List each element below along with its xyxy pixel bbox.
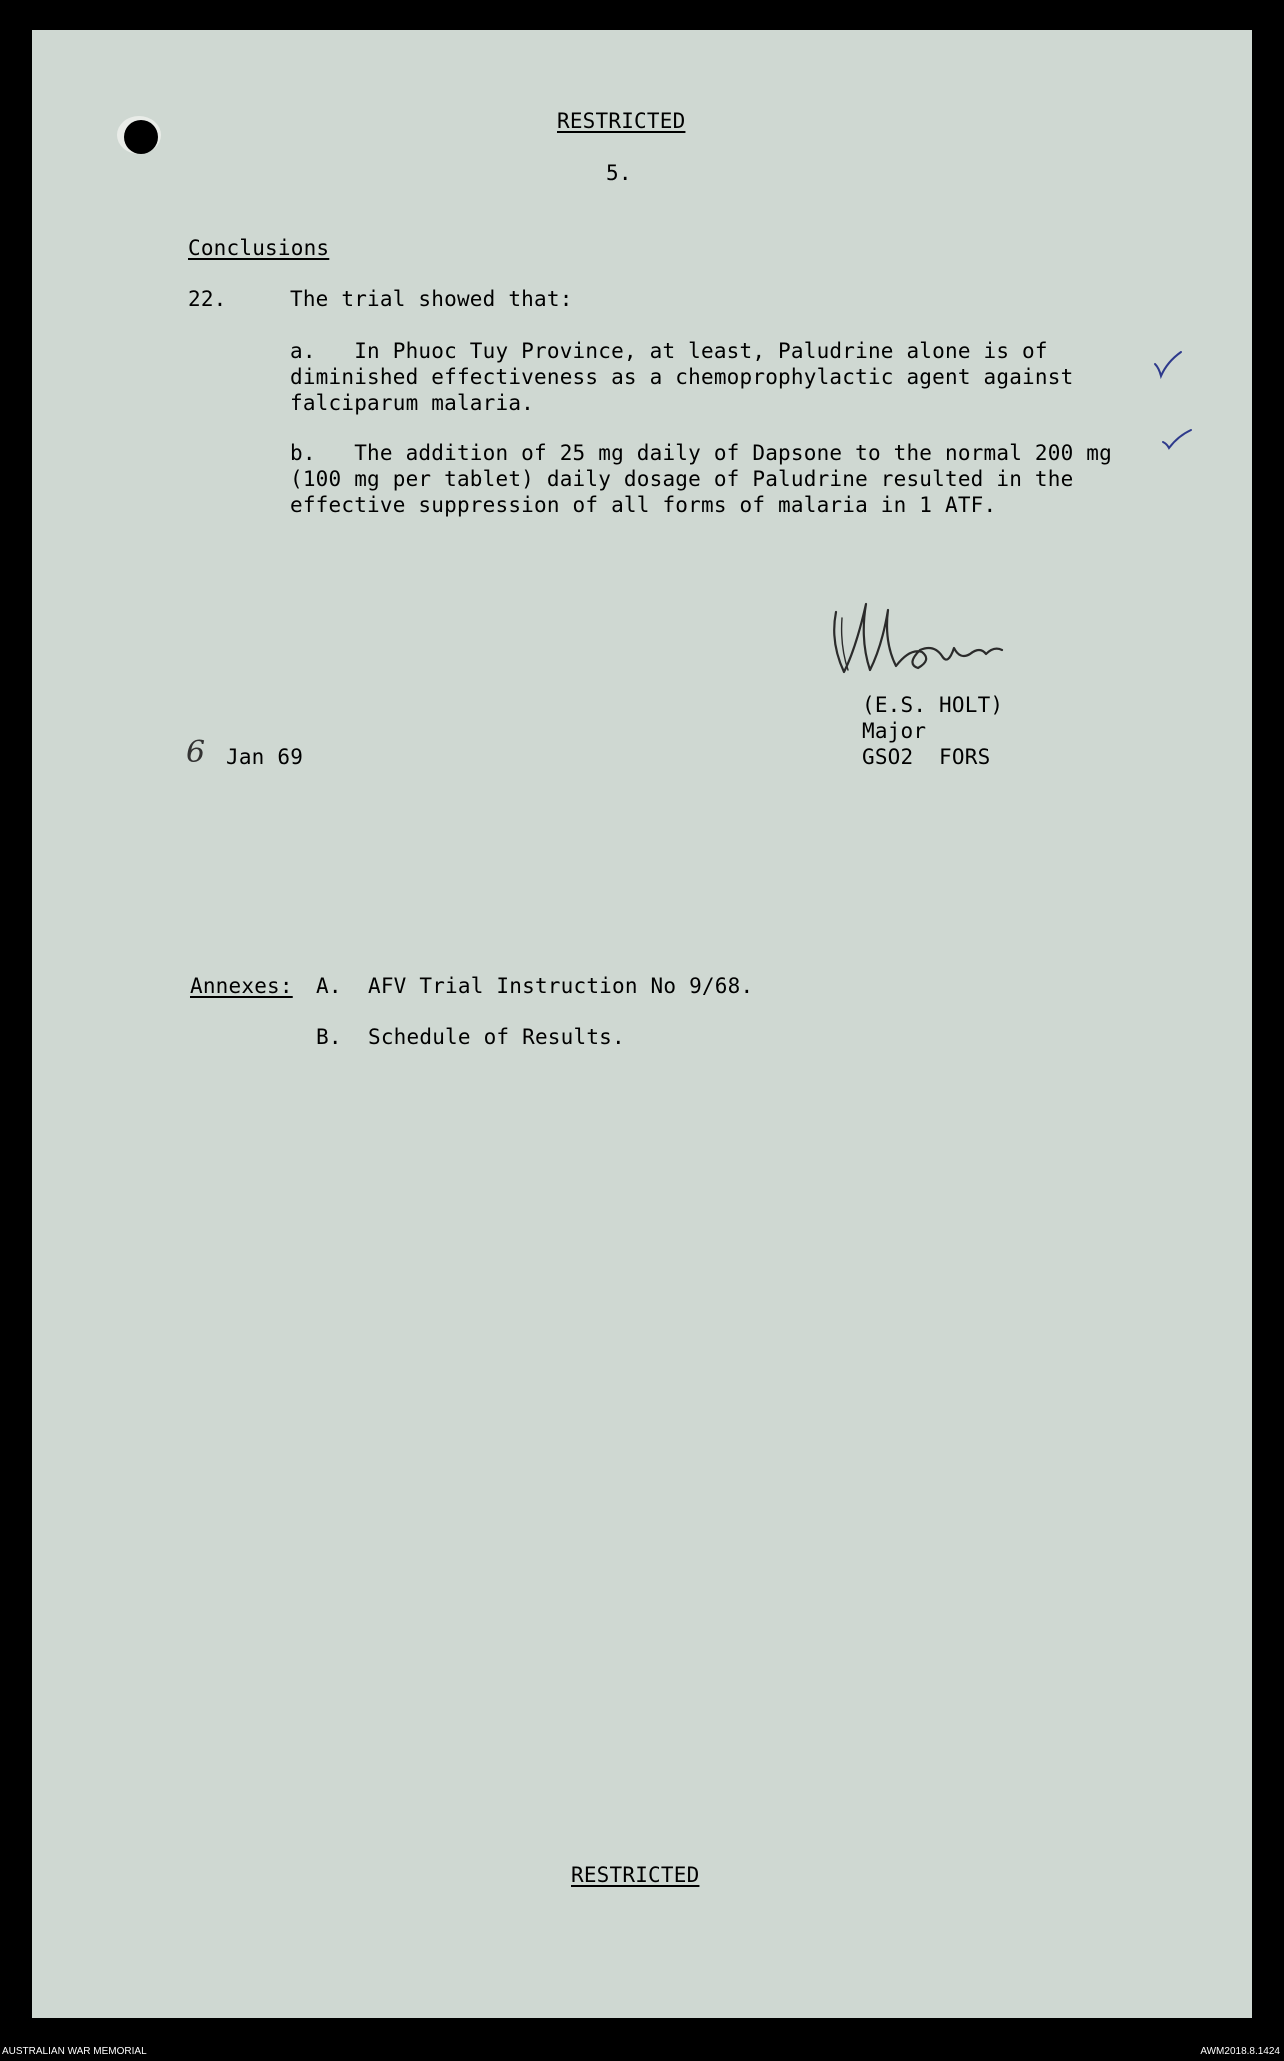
date-day-handwritten: 6 bbox=[186, 735, 206, 770]
item-a-line-3: falciparum malaria. bbox=[290, 391, 535, 415]
item-a-line-1: a. In Phuoc Tuy Province, at least, Paludrine alone is of bbox=[290, 339, 1048, 363]
document-page bbox=[32, 30, 1252, 2018]
item-b-line-1: b. The addition of 25 mg daily of Dapsone to the normal 200 mg bbox=[290, 441, 1112, 465]
signature-icon bbox=[826, 598, 1022, 680]
item-b-line-2: (100 mg per tablet) daily dosage of Paludrine resulted in the bbox=[290, 467, 1074, 491]
signatory-appointment: GSO2 FORS bbox=[862, 745, 991, 769]
punch-hole bbox=[124, 120, 158, 154]
archive-credit-right: AWM2018.8.1424 bbox=[1200, 2046, 1280, 2057]
section-heading: Conclusions bbox=[188, 236, 330, 260]
paragraph-intro: The trial showed that: bbox=[290, 287, 573, 311]
item-b-line-3: effective suppression of all forms of malaria in 1 ATF. bbox=[290, 493, 997, 517]
checkmark-b-icon bbox=[1160, 428, 1194, 452]
date-month-year: Jan 69 bbox=[226, 745, 304, 769]
footer-classification: RESTRICTED bbox=[571, 1863, 700, 1887]
header-classification: RESTRICTED bbox=[557, 109, 686, 133]
annexes-label: Annexes: bbox=[190, 974, 293, 998]
paragraph-number: 22. bbox=[188, 287, 227, 311]
item-a-line-2: diminished effectiveness as a chemoprophylactic agent against bbox=[290, 365, 1074, 389]
annex-a-text: AFV Trial Instruction No 9/68. bbox=[368, 974, 754, 998]
archive-credit-left: AUSTRALIAN WAR MEMORIAL bbox=[2, 2046, 147, 2057]
page-number: 5. bbox=[606, 161, 632, 185]
signatory-name: (E.S. HOLT) bbox=[862, 693, 1004, 717]
checkmark-a-icon bbox=[1152, 350, 1184, 380]
annex-b-letter: B. bbox=[316, 1025, 342, 1049]
annex-b-text: Schedule of Results. bbox=[368, 1025, 625, 1049]
annex-a-letter: A. bbox=[316, 974, 342, 998]
signatory-rank: Major bbox=[862, 719, 927, 743]
